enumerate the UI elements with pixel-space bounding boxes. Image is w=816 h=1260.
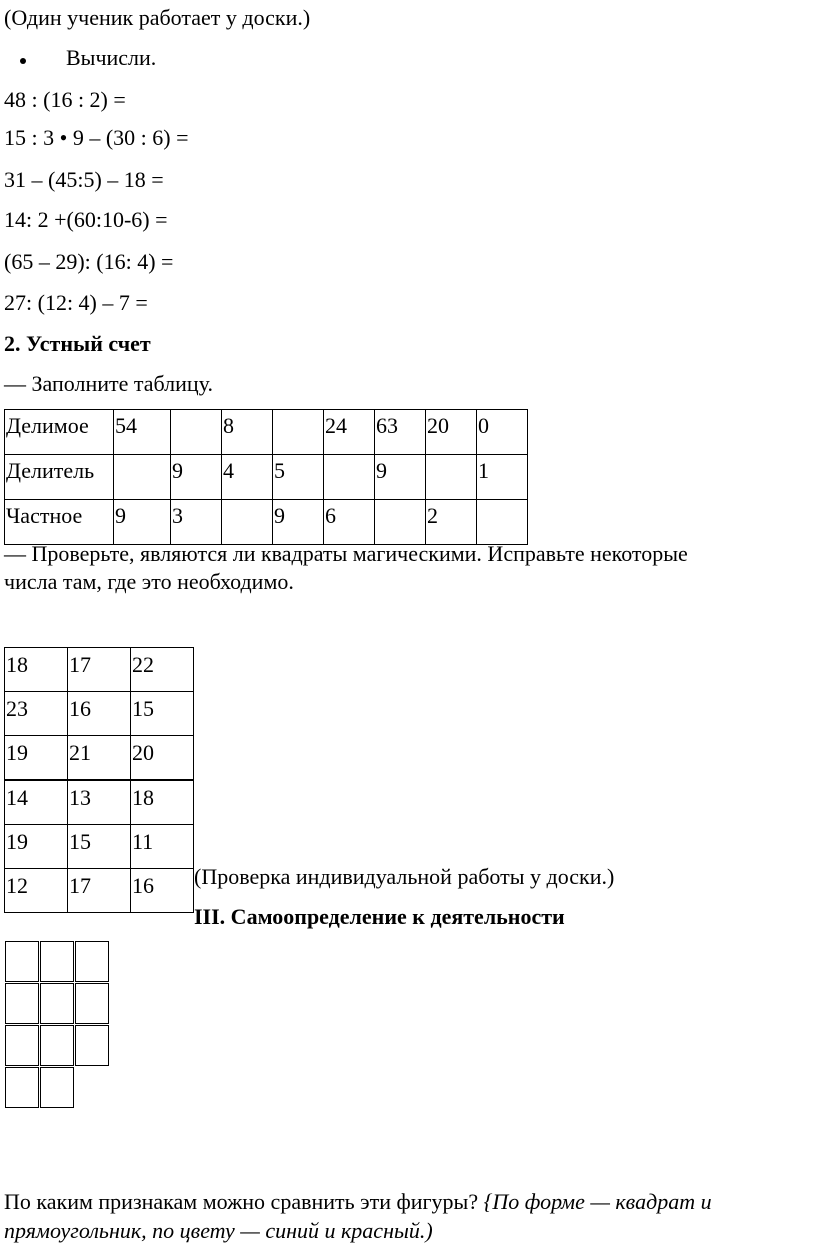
expression-3: 31 – (45:5) – 18 = bbox=[4, 167, 164, 192]
table-cell: 19 bbox=[5, 736, 68, 781]
table-row bbox=[5, 692, 194, 736]
table-cell: 15 bbox=[68, 825, 131, 869]
bullet-text: Вычисли. bbox=[66, 45, 157, 70]
table-cell: 9 bbox=[273, 500, 324, 545]
table-row bbox=[5, 455, 528, 500]
magic-instruction-line1: — Проверьте, являются ли квадраты магическими. Исправьте некоторые bbox=[4, 541, 688, 566]
magic-instruction-line2: числа там, где это необходимо. bbox=[4, 569, 294, 594]
question-text: По каким признакам можно сравнить эти фигуры? bbox=[4, 1189, 479, 1214]
table-cell: 0 bbox=[477, 410, 528, 455]
table-cell: 13 bbox=[68, 780, 131, 825]
table-cell: 4 bbox=[222, 455, 273, 500]
table-cell: 2 bbox=[426, 500, 477, 545]
grid-cell bbox=[5, 1067, 39, 1108]
grid-cell bbox=[40, 983, 74, 1024]
table-row bbox=[5, 825, 194, 869]
expression-6: 27: (12: 4) – 7 = bbox=[4, 290, 148, 315]
table-cell bbox=[375, 500, 426, 545]
grid-cell bbox=[40, 1025, 74, 1066]
grid-cell bbox=[5, 941, 39, 982]
table-row bbox=[5, 410, 528, 455]
grid-cell bbox=[40, 941, 74, 982]
table-cell: 8 bbox=[222, 410, 273, 455]
table-cell: 6 bbox=[324, 500, 375, 545]
table-cell: 17 bbox=[68, 869, 131, 913]
bullet-icon bbox=[20, 58, 26, 64]
grid-cell bbox=[75, 941, 109, 982]
table-cell: 16 bbox=[68, 692, 131, 736]
expression-1: 48 : (16 : 2) = bbox=[4, 87, 126, 112]
answer-text-line2: прямоугольник, по цвету — синий и красный.) bbox=[4, 1218, 433, 1243]
table-cell: 9 bbox=[375, 455, 426, 500]
magic-squares-table bbox=[4, 647, 194, 913]
table-cell: 21 bbox=[68, 736, 131, 781]
table-cell bbox=[477, 500, 528, 545]
table-cell: 22 bbox=[131, 648, 194, 692]
fill-table-instruction: — Заполните таблицу. bbox=[4, 371, 213, 396]
intro-text: (Один ученик работает у доски.) bbox=[4, 5, 311, 30]
table-cell: 18 bbox=[5, 648, 68, 692]
question-line1 bbox=[4, 1189, 712, 1215]
section3-heading: III. Самоопределение к деятельности bbox=[194, 904, 565, 929]
table-cell: Делимое bbox=[5, 410, 114, 455]
table-row bbox=[5, 648, 194, 692]
table-cell bbox=[171, 410, 222, 455]
table-cell: 14 bbox=[5, 780, 68, 825]
table-cell: 54 bbox=[114, 410, 171, 455]
table-cell: 20 bbox=[131, 736, 194, 781]
table-row bbox=[5, 736, 194, 781]
table-cell: 9 bbox=[171, 455, 222, 500]
table-cell: 24 bbox=[324, 410, 375, 455]
grid-cell bbox=[5, 1025, 39, 1066]
table-cell bbox=[222, 500, 273, 545]
grid-cell bbox=[75, 983, 109, 1024]
table-row bbox=[5, 780, 194, 825]
table-row bbox=[5, 869, 194, 913]
table-cell bbox=[114, 455, 171, 500]
table-cell: Частное bbox=[5, 500, 114, 545]
grid-cell bbox=[5, 983, 39, 1024]
grid-cell bbox=[40, 1067, 74, 1108]
expression-2: 15 : 3 • 9 – (30 : 6) = bbox=[4, 125, 189, 150]
table-cell: 3 bbox=[171, 500, 222, 545]
table-cell: 19 bbox=[5, 825, 68, 869]
table-cell: 16 bbox=[131, 869, 194, 913]
table-cell: 17 bbox=[68, 648, 131, 692]
section2-heading: 2. Устный счет bbox=[4, 331, 151, 356]
table-cell: 5 bbox=[273, 455, 324, 500]
table-cell: 63 bbox=[375, 410, 426, 455]
table-cell: 11 bbox=[131, 825, 194, 869]
table-cell bbox=[426, 455, 477, 500]
table-cell: 20 bbox=[426, 410, 477, 455]
table-cell: 18 bbox=[131, 780, 194, 825]
division-table bbox=[4, 409, 528, 545]
expression-4: 14: 2 +(60:10-6) = bbox=[4, 207, 168, 232]
check-note: (Проверка индивидуальной работы у доски.) bbox=[194, 864, 615, 889]
table-cell: Делитель bbox=[5, 455, 114, 500]
table-cell: 23 bbox=[5, 692, 68, 736]
answer-text-line1: {По форме — квадрат и bbox=[483, 1189, 712, 1214]
table-row bbox=[5, 500, 528, 545]
table-cell bbox=[273, 410, 324, 455]
table-cell bbox=[324, 455, 375, 500]
table-cell: 12 bbox=[5, 869, 68, 913]
table-cell: 1 bbox=[477, 455, 528, 500]
table-cell: 9 bbox=[114, 500, 171, 545]
expression-5: (65 – 29): (16: 4) = bbox=[4, 249, 174, 274]
grid-cell bbox=[75, 1025, 109, 1066]
table-cell: 15 bbox=[131, 692, 194, 736]
